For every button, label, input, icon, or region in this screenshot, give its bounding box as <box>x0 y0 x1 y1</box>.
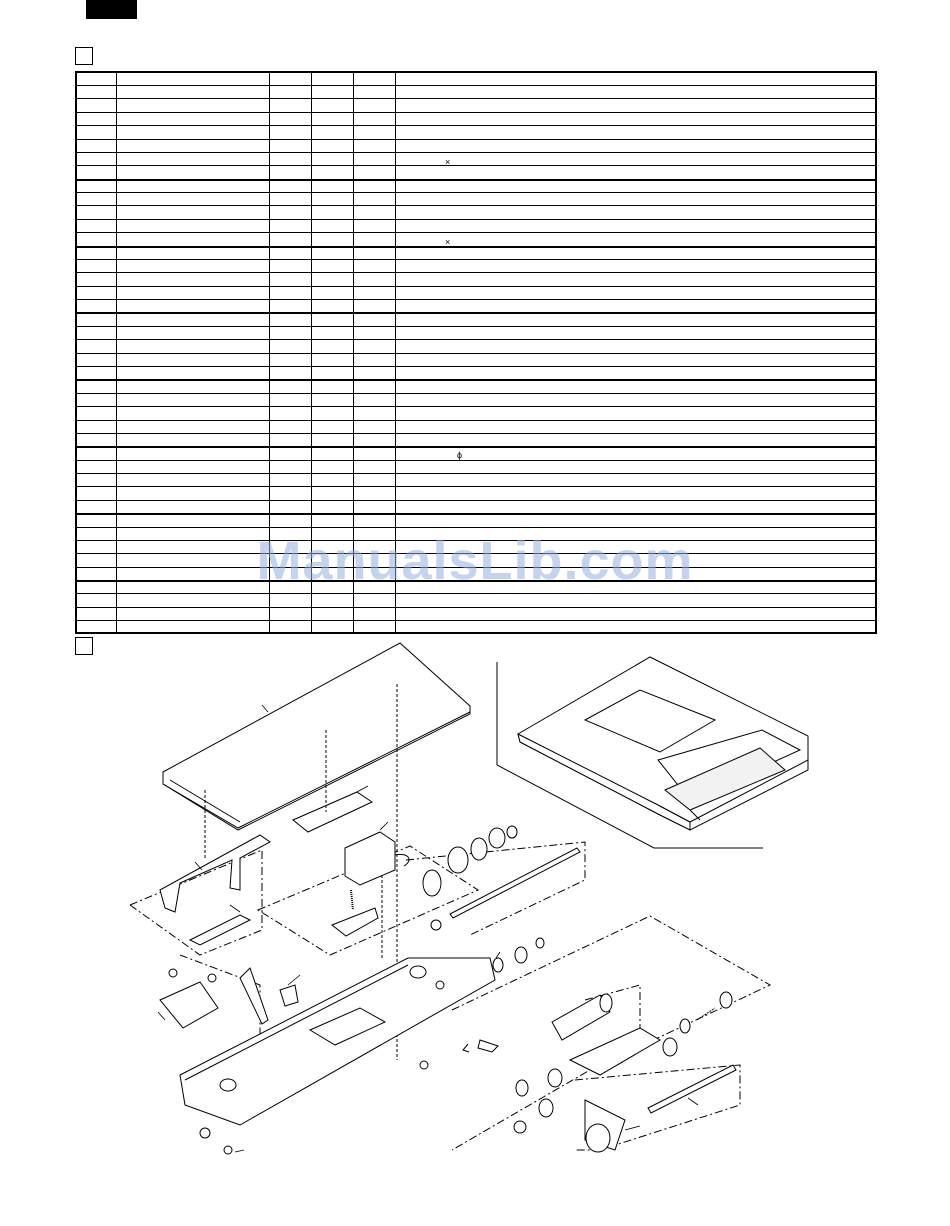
table-cell-mark: ϕ <box>457 450 463 460</box>
table-cell-mark: × <box>445 157 451 167</box>
watermark: ManualsLib.com <box>256 531 694 591</box>
table-cell-mark: × <box>445 237 451 247</box>
